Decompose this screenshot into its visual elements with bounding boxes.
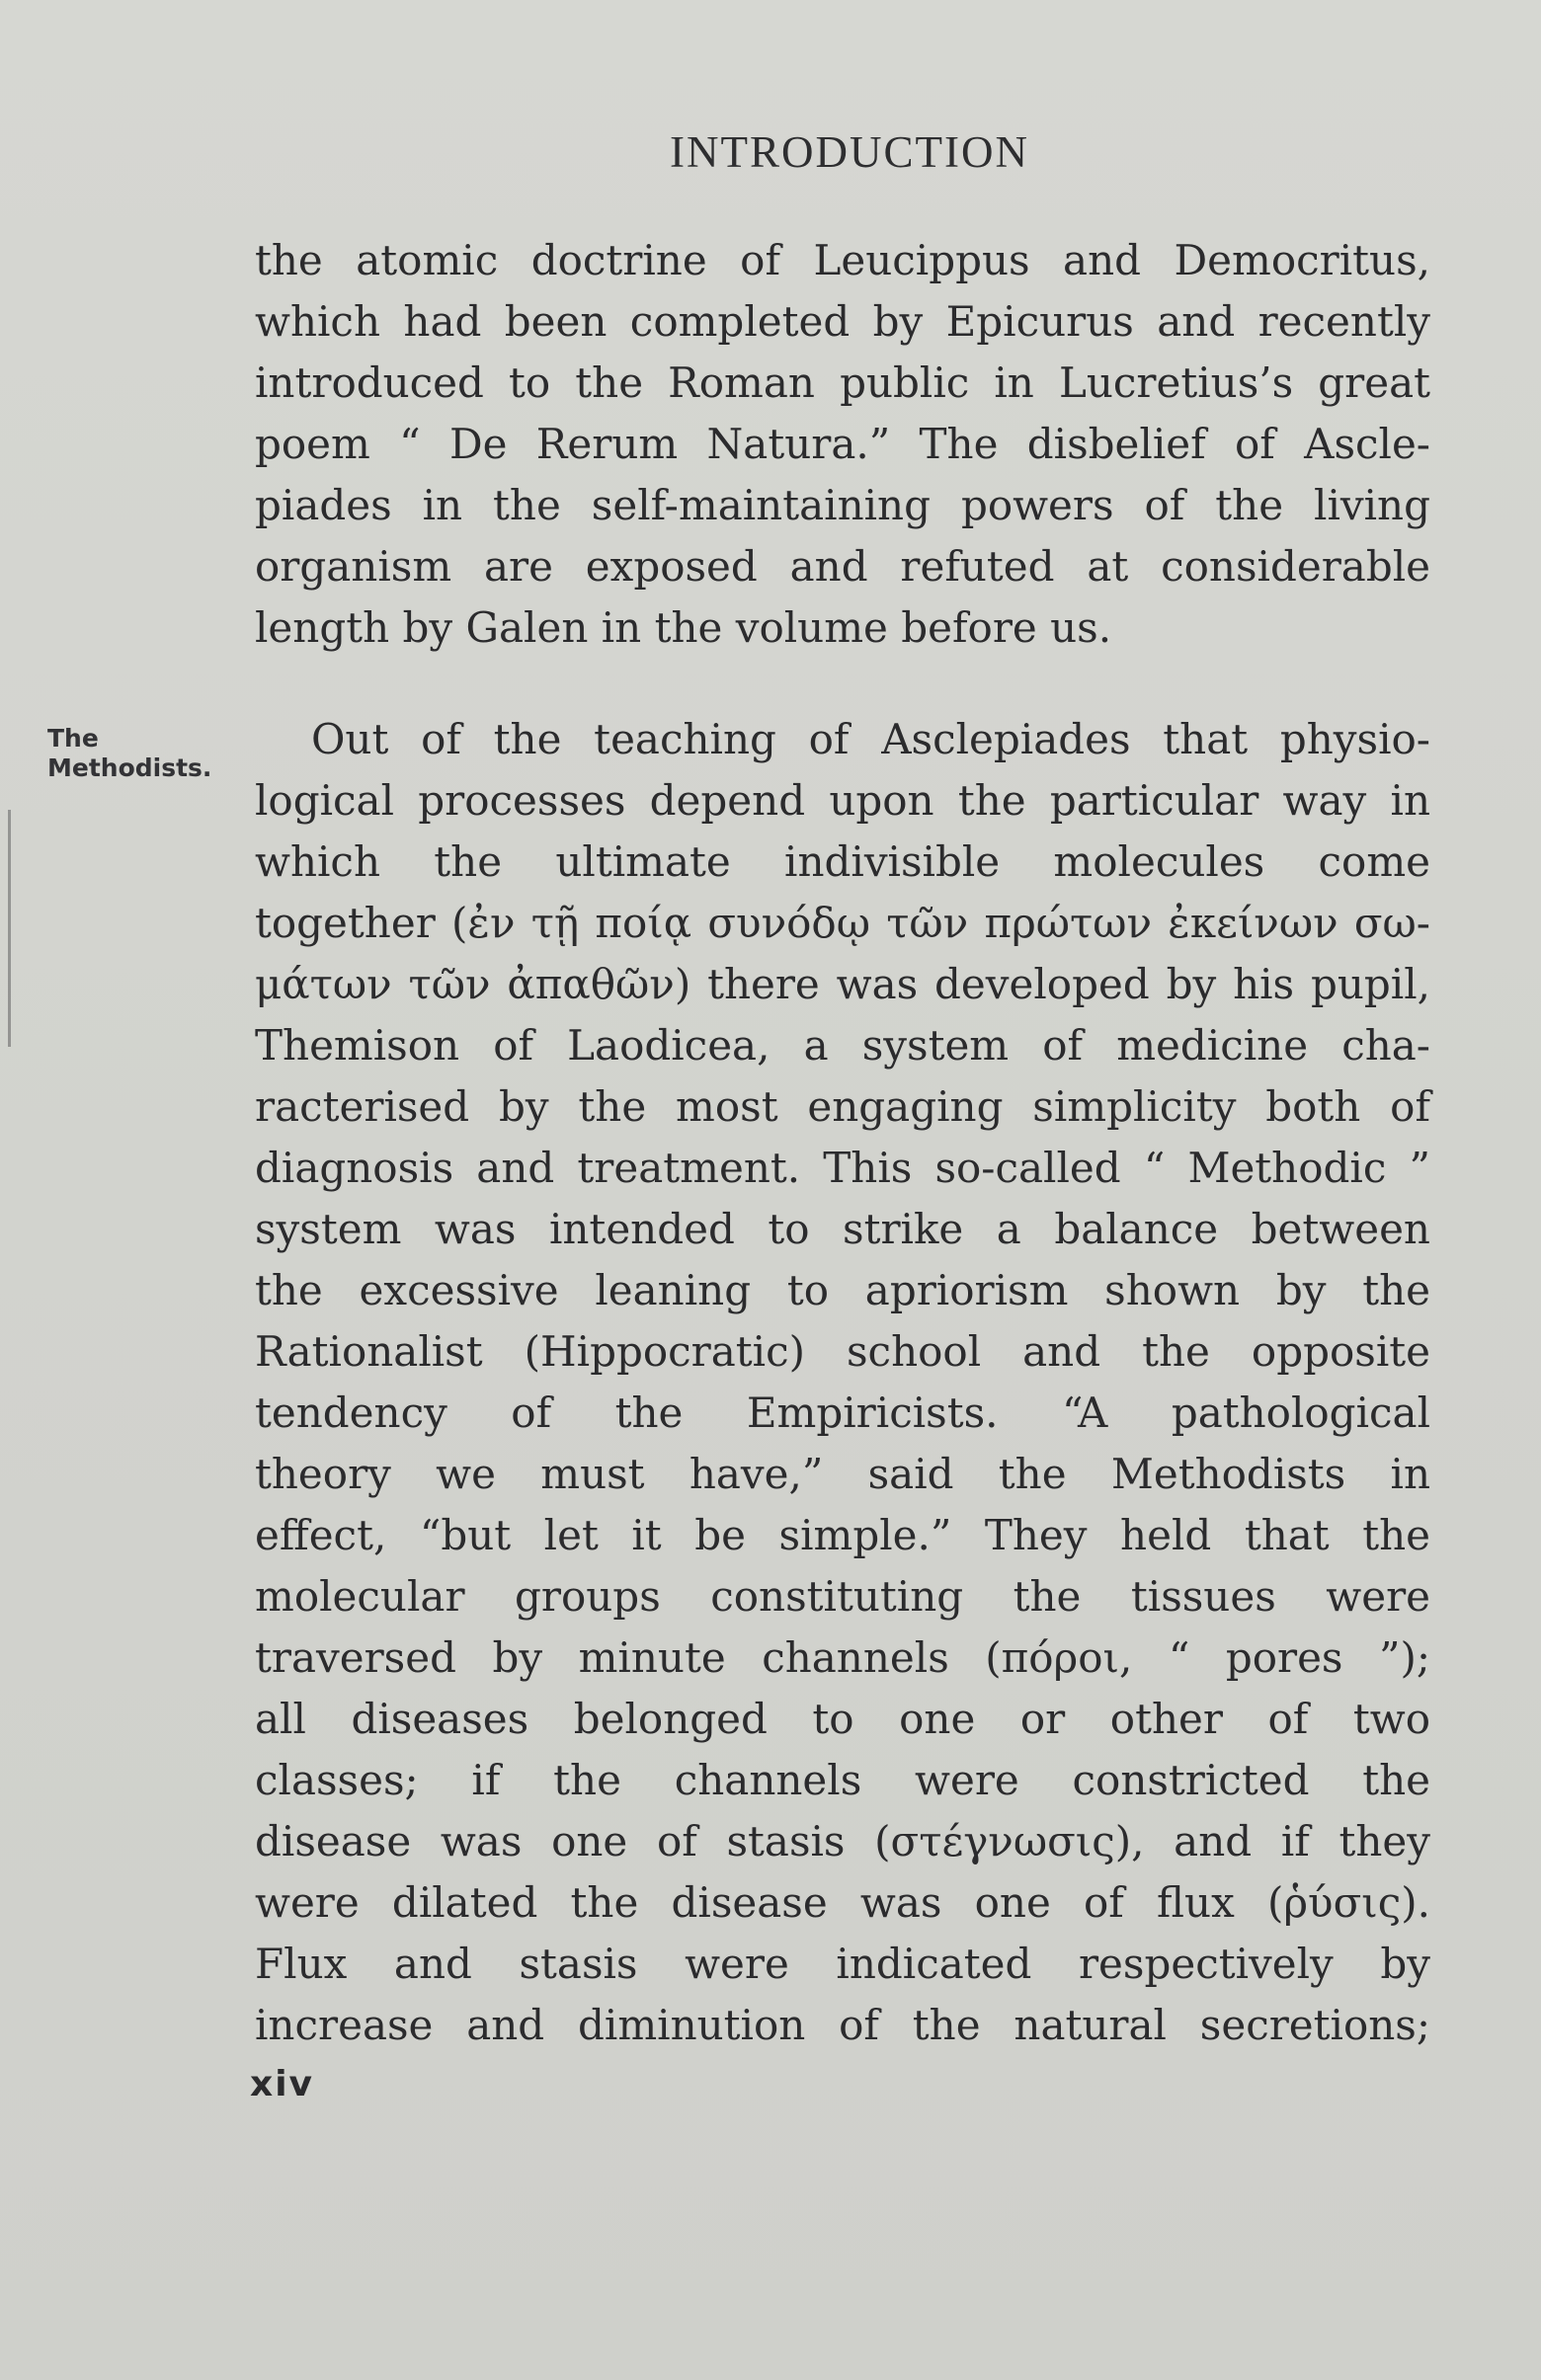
text-line: racterised by the most engaging simplicity both of [255, 1082, 1430, 1131]
text-line: disease was one of stasis (στέγνωσις), and if they [255, 1817, 1430, 1865]
text-line: piades in the self-maintaining powers of the living [255, 481, 1430, 529]
text-line: diagnosis and treatment. This so-called “ Methodic ” [255, 1144, 1430, 1192]
text-line: together (ἐν τῇ ποίᾳ συνόδῳ τῶν πρώτων ἐκείνων σω- [255, 899, 1430, 947]
text-line: Rationalist (Hippocratic) school and the opposite [255, 1327, 1430, 1376]
text-line: introduced to the Roman public in Lucretius’s great [255, 358, 1430, 407]
text-line: tendency of the Empiricists. “A pathological [255, 1388, 1430, 1437]
text-line: the excessive leaning to apriorism shown by the [255, 1266, 1430, 1314]
page-number: xiv [250, 2064, 315, 2104]
page-edge-mark [8, 810, 11, 1047]
text-line: Out of the teaching of Asclepiades that physio- [311, 715, 1430, 763]
text-line: logical processes depend upon the particular way in [255, 776, 1430, 825]
running-title: INTRODUCTION [670, 127, 1029, 177]
text-line: all diseases belonged to one or other of two [255, 1695, 1430, 1743]
text-line: length by Galen in the volume before us. [255, 603, 1112, 652]
text-line: theory we must have,” said the Methodists in [255, 1450, 1430, 1498]
text-line: μάτων τῶν ἀπαθῶν) there was developed by his pupil, [255, 960, 1430, 1008]
text-line: system was intended to strike a balance between [255, 1205, 1430, 1253]
text-line: increase and diminution of the natural secretions; [255, 2001, 1430, 2049]
text-line: molecular groups constituting the tissues were [255, 1572, 1430, 1621]
margin-note-line: Methodists. [47, 754, 212, 782]
text-line: were dilated the disease was one of flux (ῥύσις). [255, 1878, 1430, 1927]
text-line: which had been completed by Epicurus and recently [255, 297, 1430, 346]
text-line: traversed by minute channels (πόροι, “ pores ”); [255, 1633, 1430, 1682]
paragraph-atomic-doctrine [255, 230, 1430, 659]
margin-note-line: The [47, 724, 99, 753]
text-line: which the ultimate indivisible molecules come [255, 837, 1430, 886]
text-line: effect, “but let it be simple.” They held that the [255, 1511, 1430, 1559]
text-line: poem “ De Rerum Natura.” The disbelief of Ascle- [255, 420, 1430, 468]
text-line: Flux and stasis were indicated respectively by [255, 1940, 1430, 1988]
text-line: the atomic doctrine of Leucippus and Democritus, [255, 236, 1430, 284]
text-line: classes; if the channels were constricted the [255, 1756, 1430, 1804]
text-line: Themison of Laodicea, a system of medicine cha- [255, 1021, 1430, 1070]
text-line: organism are exposed and refuted at considerable [255, 542, 1430, 591]
margin-note [47, 724, 211, 783]
paragraph-methodists [255, 709, 1430, 2056]
